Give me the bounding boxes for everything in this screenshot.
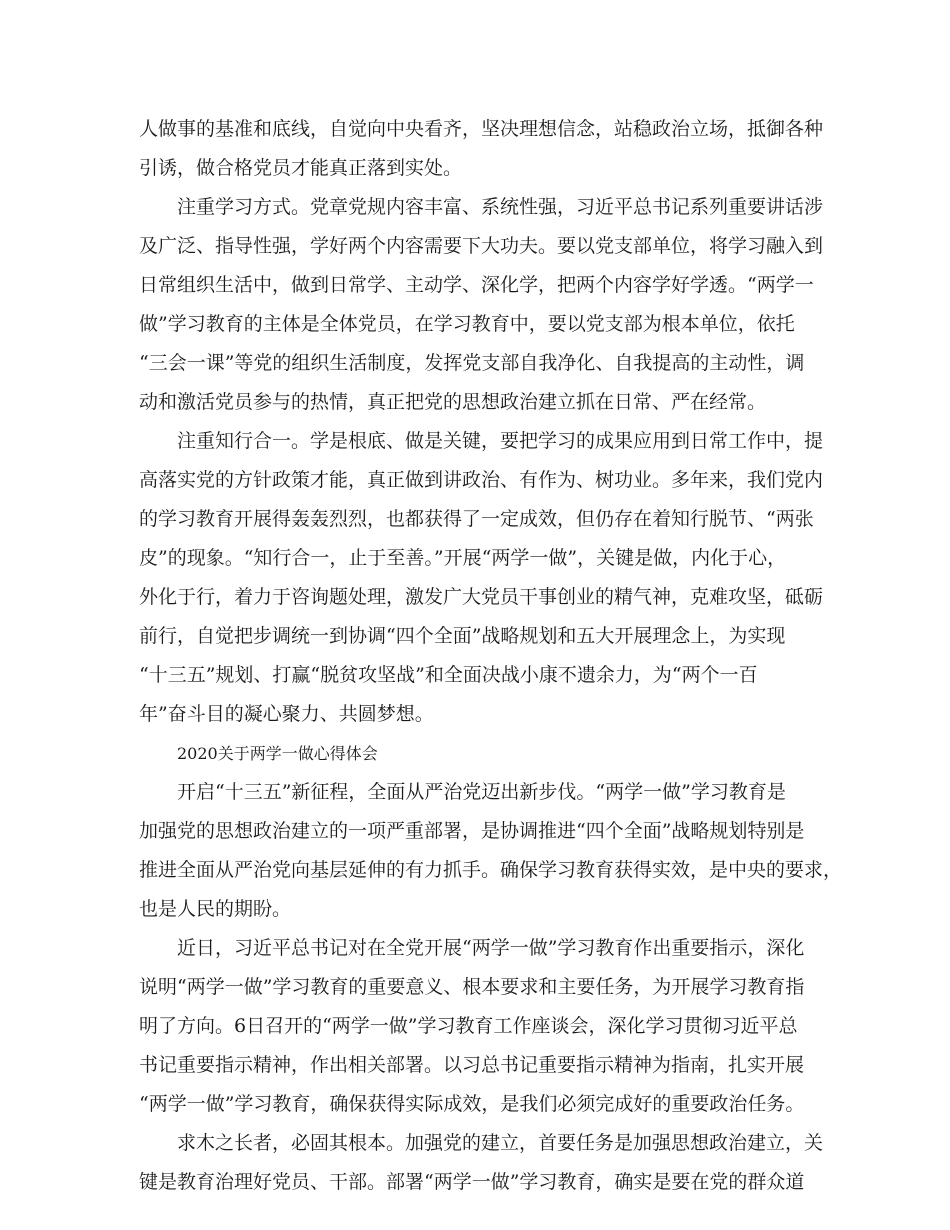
section-heading: 2020关于两学一做心得体会: [177, 744, 378, 763]
text-line: 人做事的基准和底线，自觉向中央看齐，坚决理想信念，站稳政治立场，抵御各种: [139, 118, 824, 140]
text-line: 明了方向。6日召开的“两学一做”学习教育工作座谈会，深化学习贯彻习近平总: [139, 1015, 798, 1037]
text-line: 加强党的思想政治建立的一项严重部署，是协调推进“四个全面”战略规划特别是: [139, 820, 805, 842]
text-line: 推进全面从严治党向基层延伸的有力抓手。确保学习教育获得实效，是中央的要求，: [139, 859, 843, 881]
text-line: 引诱，做合格党员才能真正落到实处。: [139, 157, 463, 179]
text-line: 近日，习近平总书记对在全党开展“两学一做”学习教育作出重要指示，深化: [177, 937, 805, 959]
text-line: 书记重要指示精神，作出相关部署。以习总书记重要指示精神为指南，扎实开展: [139, 1054, 805, 1076]
text-line: 前行，自觉把步调统一到协调“四个全面”战略规划和五大开展理念上，为实现: [139, 625, 786, 647]
text-line: 高落实党的方针政策才能，真正做到讲政治、有作为、树功业。多年来，我们党内: [139, 469, 824, 491]
text-line: 注重知行合一。学是根底、做是关键，要把学习的成果应用到日常工作中，提: [177, 430, 824, 452]
text-line: 的学习教育开展得轰轰烈烈，也都获得了一定成效，但仍存在着知行脱节、“两张: [139, 508, 814, 530]
text-line: 键是教育治理好党员、干部。部署“两学一做”学习教育，确实是要在党的群众道: [139, 1171, 805, 1193]
text-line: “两学一做”学习教育，确保获得实际成效，是我们必须完成好的重要政治任务。: [139, 1093, 805, 1115]
text-line: 及广泛、指导性强，学好两个内容需要下大功夫。要以党支部单位，将学习融入到: [139, 235, 824, 257]
text-line: 动和激活党员参与的热情，真正把党的思想政治建立抓在日常、严在经常。: [139, 391, 767, 413]
text-line: 开启“十三五”新征程，全面从严治党迈出新步伐。“两学一做”学习教育是: [177, 781, 786, 803]
text-line: 也是人民的期盼。: [139, 898, 292, 920]
text-line: 说明“两学一做”学习教育的重要意义、根本要求和主要任务，为开展学习教育指: [139, 976, 805, 998]
text-line: 做”学习教育的主体是全体党员，在学习教育中，要以党支部为根本单位，依托: [139, 313, 795, 335]
text-line: 日常组织生活中，做到日常学、主动学、深化学，把两个内容学好学透。“两学一: [139, 274, 814, 296]
text-line: “十三五”规划、打赢“脱贫攻坚战”和全面决战小康不遗余力，为“两个一百: [139, 664, 758, 686]
document-page: [139, 110, 843, 1202]
text-line: 外化于行，着力于咨询题处理，激发广大党员干事创业的精气神，克难攻坚，砥砺: [139, 586, 824, 608]
text-line: 注重学习方式。党章党规内容丰富、系统性强，习近平总书记系列重要讲话涉: [177, 196, 824, 218]
text-line: 皮”的现象。“知行合一，止于至善。”开展“两学一做”，关键是做，内化于心，: [139, 547, 787, 569]
text-line: 年”奋斗目的凝心聚力、共圆梦想。: [139, 703, 434, 725]
text-line: 求木之长者，必固其根本。加强党的建立，首要任务是加强思想政治建立，关: [177, 1132, 824, 1154]
text-line: “三会一课”等党的组织生活制度，发挥党支部自我净化、自我提高的主动性，调: [139, 352, 805, 374]
